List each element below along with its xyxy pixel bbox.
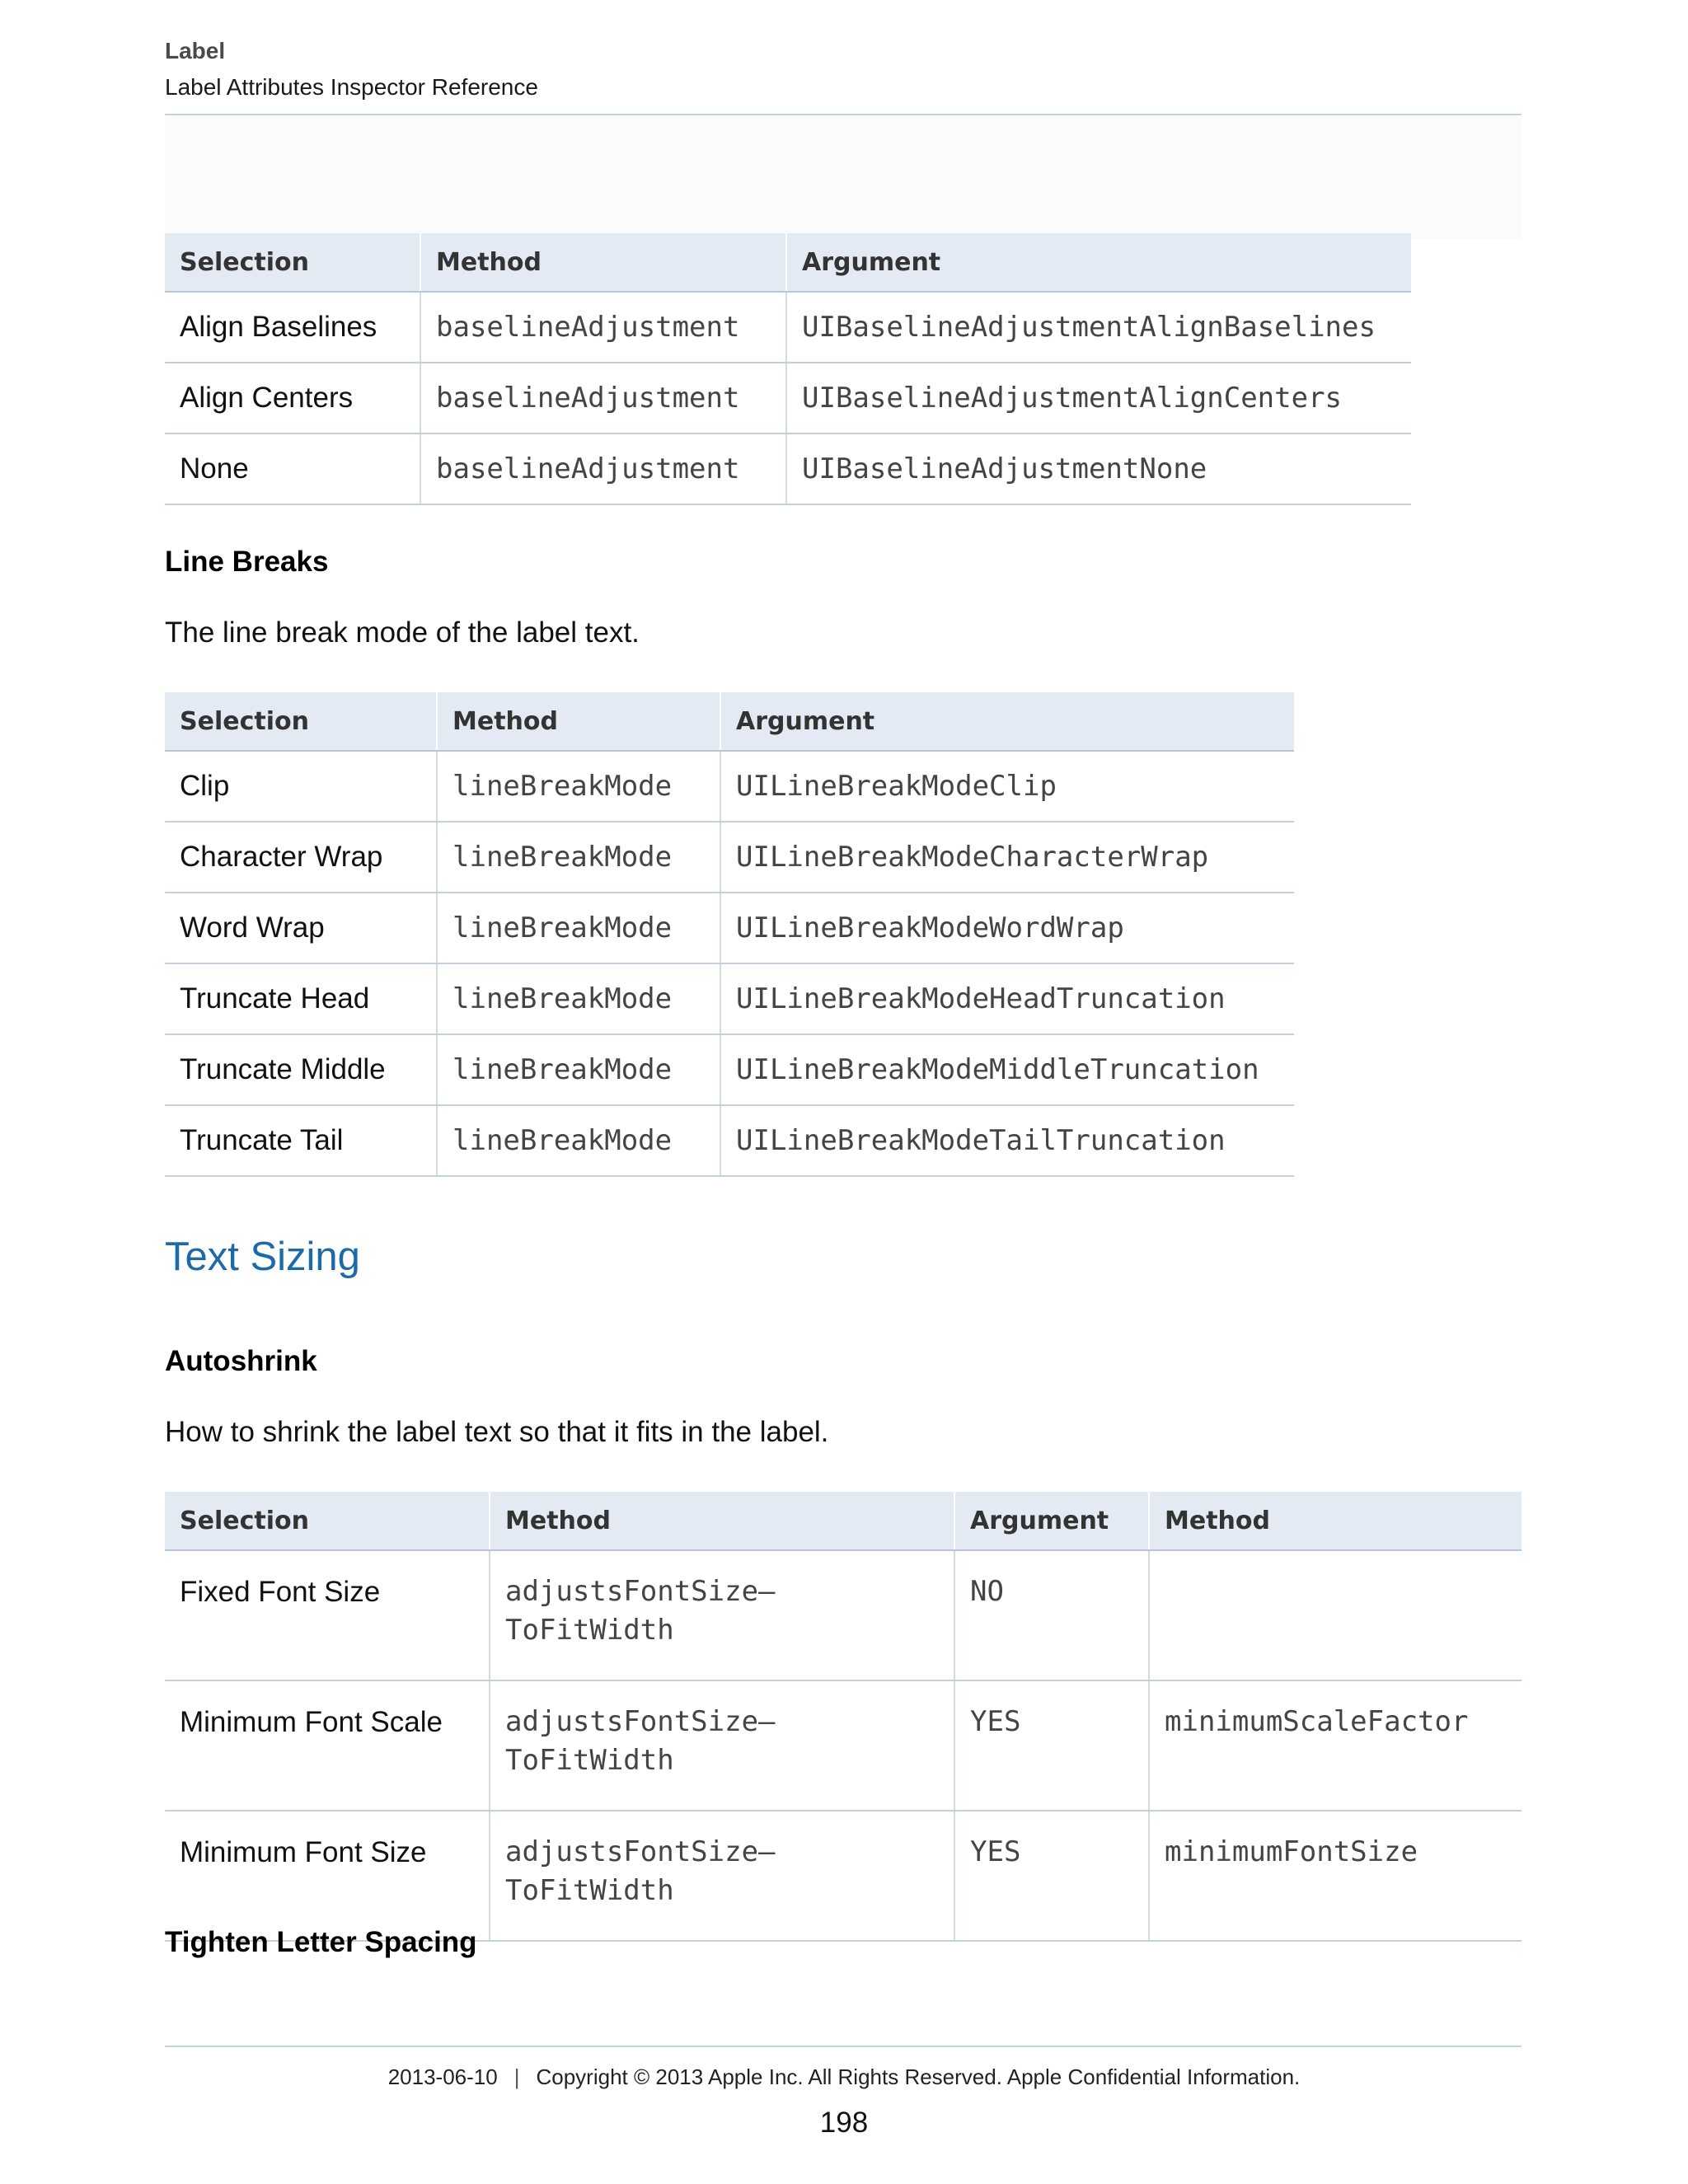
table-row xyxy=(165,292,1411,363)
page-number: 198 xyxy=(819,2107,869,2139)
argument-cell: UILineBreakModeClip xyxy=(720,751,1294,822)
argument-cell: UILineBreakModeMiddleTruncation xyxy=(720,1034,1294,1105)
table-row xyxy=(165,751,1294,822)
selection-cell: Truncate Head xyxy=(165,963,437,1034)
argument-cell: UILineBreakModeHeadTruncation xyxy=(720,963,1294,1034)
method-cell: baselineAdjustment xyxy=(420,363,786,434)
column-header-selection: Selection xyxy=(165,1492,490,1550)
footer-copyright: Copyright © 2013 Apple Inc. All Rights Reserved. Apple Confidential Information. xyxy=(536,2064,1301,2089)
line-breaks-heading: Line Breaks xyxy=(165,546,329,578)
table-header-row xyxy=(165,233,1411,292)
method-line-1: adjustsFontSize– xyxy=(505,1705,776,1738)
autoshrink-description: How to shrink the label text so that it fits in the label. xyxy=(165,1416,829,1448)
autoshrink-table xyxy=(165,1492,1522,1942)
argument-cell: UILineBreakModeWordWrap xyxy=(720,893,1294,963)
method-cell xyxy=(490,1550,954,1680)
method-cell xyxy=(490,1811,954,1941)
table-row xyxy=(165,893,1294,963)
secondary-method-cell xyxy=(1149,1550,1522,1680)
table-row xyxy=(165,1680,1522,1811)
column-header-method: Method xyxy=(437,692,720,751)
method-line-1: adjustsFontSize– xyxy=(505,1575,776,1608)
argument-cell: NO xyxy=(954,1550,1149,1680)
selection-cell: Align Centers xyxy=(165,363,420,434)
table-row xyxy=(165,1811,1522,1941)
selection-cell: Truncate Middle xyxy=(165,1034,437,1105)
column-header-method-secondary: Method xyxy=(1149,1492,1522,1550)
selection-cell: Fixed Font Size xyxy=(165,1550,490,1680)
method-cell: baselineAdjustment xyxy=(420,292,786,363)
footer xyxy=(0,2064,1688,2090)
selection-cell: Minimum Font Scale xyxy=(165,1680,490,1811)
column-header-selection: Selection xyxy=(165,692,437,751)
table-row xyxy=(165,1550,1522,1680)
method-cell: lineBreakMode xyxy=(437,751,720,822)
column-header-method: Method xyxy=(420,233,786,292)
line-breaks-table xyxy=(165,692,1294,1177)
running-header-section: Label Attributes Inspector Reference xyxy=(165,74,538,100)
table-header-row xyxy=(165,692,1294,751)
selection-cell: Clip xyxy=(165,751,437,822)
running-header-chapter: Label xyxy=(165,38,226,63)
method-cell xyxy=(490,1680,954,1811)
method-line-2: ToFitWidth xyxy=(505,1874,674,1907)
table-row xyxy=(165,822,1294,893)
method-line-1: adjustsFontSize– xyxy=(505,1835,776,1868)
method-line-2: ToFitWidth xyxy=(505,1614,674,1647)
secondary-method-cell: minimumFontSize xyxy=(1149,1811,1522,1941)
argument-cell: YES xyxy=(954,1680,1149,1811)
table-header-row xyxy=(165,1492,1522,1550)
selection-cell: Word Wrap xyxy=(165,893,437,963)
argument-cell: UIBaselineAdjustmentAlignCenters xyxy=(786,363,1411,434)
column-header-argument: Argument xyxy=(720,692,1294,751)
table-row xyxy=(165,963,1294,1034)
column-header-argument: Argument xyxy=(954,1492,1149,1550)
table-row xyxy=(165,434,1411,504)
argument-cell: YES xyxy=(954,1811,1149,1941)
tighten-letter-spacing-heading: Tighten Letter Spacing xyxy=(165,1926,477,1958)
argument-cell: UIBaselineAdjustmentAlignBaselines xyxy=(786,292,1411,363)
argument-cell: UILineBreakModeCharacterWrap xyxy=(720,822,1294,893)
method-cell: lineBreakMode xyxy=(437,1034,720,1105)
argument-cell: UILineBreakModeTailTruncation xyxy=(720,1105,1294,1176)
method-cell: lineBreakMode xyxy=(437,1105,720,1176)
method-cell: lineBreakMode xyxy=(437,963,720,1034)
baseline-adjustment-table xyxy=(165,233,1411,505)
argument-cell: UIBaselineAdjustmentNone xyxy=(786,434,1411,504)
page-top-margin xyxy=(165,115,1522,239)
selection-cell: Minimum Font Size xyxy=(165,1811,490,1941)
secondary-method-cell: minimumScaleFactor xyxy=(1149,1680,1522,1811)
column-header-argument: Argument xyxy=(786,233,1411,292)
selection-cell: Align Baselines xyxy=(165,292,420,363)
selection-cell: Truncate Tail xyxy=(165,1105,437,1176)
footer-date: 2013-06-10 xyxy=(387,2064,498,2089)
table-row xyxy=(165,1105,1294,1176)
table-row xyxy=(165,1034,1294,1105)
autoshrink-heading: Autoshrink xyxy=(165,1345,317,1377)
footer-divider xyxy=(165,2046,1522,2047)
method-cell: baselineAdjustment xyxy=(420,434,786,504)
method-line-2: ToFitWidth xyxy=(505,1744,674,1777)
line-breaks-description: The line break mode of the label text. xyxy=(165,616,640,649)
selection-cell: None xyxy=(165,434,420,504)
method-cell: lineBreakMode xyxy=(437,822,720,893)
footer-separator: | xyxy=(513,2064,520,2089)
table-row xyxy=(165,363,1411,434)
column-header-method: Method xyxy=(490,1492,954,1550)
section-title-text-sizing: Text Sizing xyxy=(165,1235,360,1279)
method-cell: lineBreakMode xyxy=(437,893,720,963)
selection-cell: Character Wrap xyxy=(165,822,437,893)
column-header-selection: Selection xyxy=(165,233,420,292)
